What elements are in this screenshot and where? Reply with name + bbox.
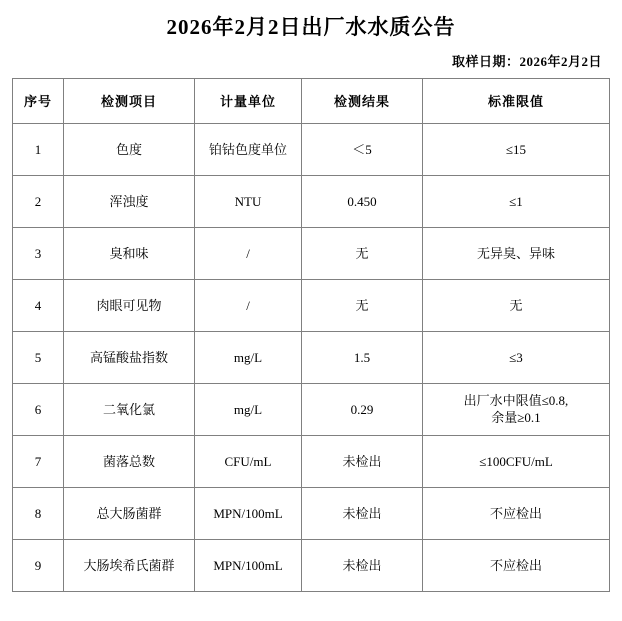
table-row — [13, 436, 610, 488]
table-row — [13, 384, 610, 436]
cell-no: 2 — [13, 176, 64, 228]
cell-result: 0.29 — [302, 384, 423, 436]
water-quality-table — [12, 78, 610, 592]
cell-limit: ≤1 — [423, 176, 610, 228]
table-row — [13, 228, 610, 280]
table-row — [13, 332, 610, 384]
cell-limit: ≤100CFU/mL — [423, 436, 610, 488]
cell-no: 1 — [13, 124, 64, 176]
cell-item: 大肠埃希氏菌群 — [64, 540, 195, 592]
table-header-row — [13, 79, 610, 124]
cell-result: 未检出 — [302, 540, 423, 592]
cell-unit: CFU/mL — [195, 436, 302, 488]
cell-result: 未检出 — [302, 436, 423, 488]
cell-limit: 不应检出 — [423, 540, 610, 592]
cell-result: 1.5 — [302, 332, 423, 384]
page-title: 2026年2月2日出厂水水质公告 — [166, 15, 456, 39]
cell-item: 臭和味 — [64, 228, 195, 280]
column-header-limit: 标准限值 — [423, 79, 610, 124]
cell-limit: ≤15 — [423, 124, 610, 176]
cell-limit: 无异臭、异味 — [423, 228, 610, 280]
column-header-result: 检测结果 — [302, 79, 423, 124]
sample-date-label: 取样日期：2026年2月2日 — [451, 54, 602, 70]
cell-no: 3 — [13, 228, 64, 280]
cell-limit-line2: 余量≥0.1 — [491, 409, 541, 425]
water-quality-report-page — [0, 14, 622, 621]
cell-unit: mg/L — [195, 384, 302, 436]
table-body — [13, 124, 610, 592]
table-row — [13, 176, 610, 228]
cell-result: 无 — [302, 228, 423, 280]
cell-item: 色度 — [64, 124, 195, 176]
cell-unit: mg/L — [195, 332, 302, 384]
cell-item: 高锰酸盐指数 — [64, 332, 195, 384]
cell-no: 6 — [13, 384, 64, 436]
cell-unit: MPN/100mL — [195, 540, 302, 592]
cell-limit — [423, 384, 610, 436]
cell-limit-line1: 出厂水中限值≤0.8, — [463, 392, 569, 408]
cell-unit: / — [195, 280, 302, 332]
cell-result: 无 — [302, 280, 423, 332]
cell-item: 菌落总数 — [64, 436, 195, 488]
table-header — [13, 79, 610, 124]
cell-unit: MPN/100mL — [195, 488, 302, 540]
cell-limit: 不应检出 — [423, 488, 610, 540]
cell-no: 4 — [13, 280, 64, 332]
cell-no: 7 — [13, 436, 64, 488]
cell-unit: NTU — [195, 176, 302, 228]
cell-item: 肉眼可见物 — [64, 280, 195, 332]
cell-limit: 无 — [423, 280, 610, 332]
cell-item: 二氧化氯 — [64, 384, 195, 436]
cell-no: 9 — [13, 540, 64, 592]
column-header-unit: 计量单位 — [195, 79, 302, 124]
cell-item: 浑浊度 — [64, 176, 195, 228]
table-row — [13, 488, 610, 540]
cell-result: 0.450 — [302, 176, 423, 228]
table-row — [13, 124, 610, 176]
column-header-item: 检测项目 — [64, 79, 195, 124]
cell-unit: / — [195, 228, 302, 280]
column-header-no: 序号 — [13, 79, 64, 124]
cell-no: 5 — [13, 332, 64, 384]
cell-no: 8 — [13, 488, 64, 540]
cell-item: 总大肠菌群 — [64, 488, 195, 540]
cell-limit: ≤3 — [423, 332, 610, 384]
table-row — [13, 540, 610, 592]
table-row — [13, 280, 610, 332]
cell-unit: 铂钴色度单位 — [195, 124, 302, 176]
cell-result: 未检出 — [302, 488, 423, 540]
cell-result: ＜5 — [302, 124, 423, 176]
